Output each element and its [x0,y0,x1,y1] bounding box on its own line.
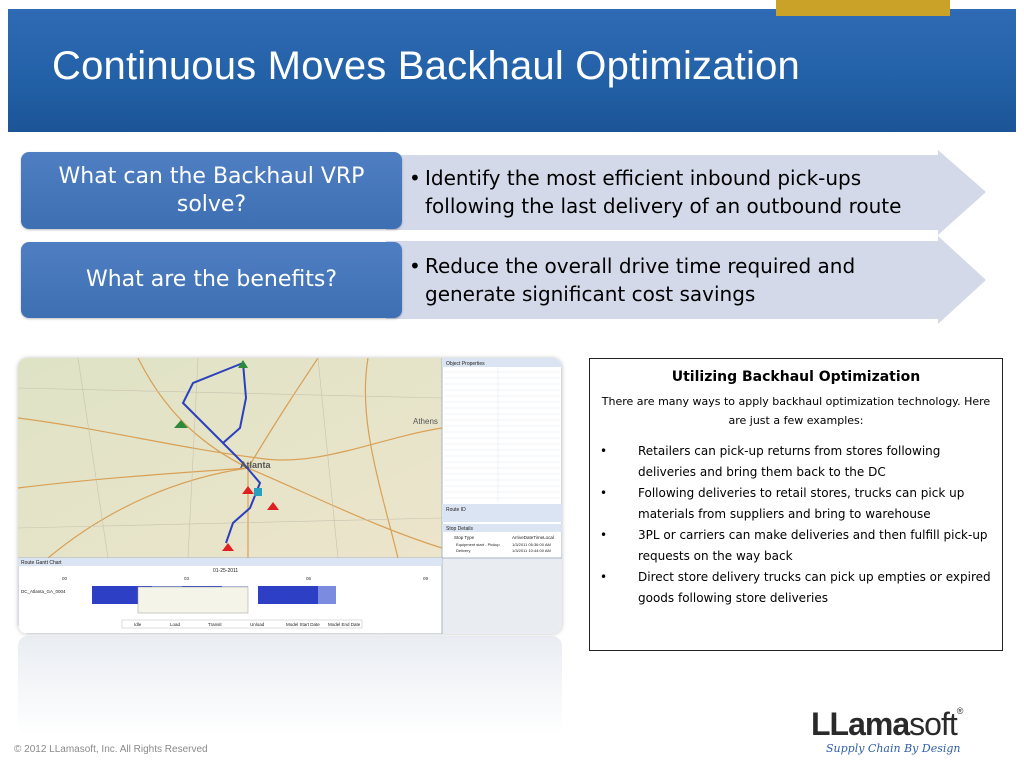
legend-model-end: Model End Date [328,622,361,627]
legend-model-start: Model Start Date [286,622,320,627]
dc-marker-icon[interactable] [254,488,262,496]
stop-row-type: Equipment start - Pickup [456,542,500,547]
gantt-tick: 03 [184,576,190,581]
gantt-date: 01-25-2011 [213,568,239,574]
answer-text-1: • Identify the most efficient inbound pick-ups following the last delivery of an outbound route [409,166,902,218]
list-item: • Following deliveries to retail stores, trucks can pick up materials from suppliers and bring to warehouse [600,486,965,521]
llamasoft-logo: LLamasoft® [811,706,963,742]
legend-load: Load [170,622,181,627]
list-item: • 3PL or carriers can make deliveries and then fulfill pick-up requests on the way back [600,528,988,563]
stop-row-arrive: 1/3/2011 10:44:00 AM [512,548,551,553]
screenshot-reflection [18,636,562,736]
gantt-tooltip [138,587,248,613]
gantt-title: Route Gantt Chart [21,560,62,566]
question-text-2: What are the benefits? [85,267,338,292]
map-label-athens: Athens [413,417,438,426]
legend-unload: Unload [250,622,265,627]
stop-col-arrive: ArriveDateTimeLocal [512,535,554,540]
gantt-tick: 00 [62,576,68,581]
question-text-1: What can the Backhaul VRP solve? [58,163,365,217]
gantt-tick: 09 [423,576,429,581]
app-screenshot [18,358,562,634]
card-heading: Utilizing Backhaul Optimization [671,369,921,385]
list-item: • Direct store delivery trucks can pick up empties or expired goods following store deliveries [600,570,991,605]
legend-idle: Idle [134,622,142,627]
question-box-2 [21,242,402,318]
stop-col-type: Stop Type [454,535,475,540]
list-item: • Retailers can pick-up returns from stores following deliveries and bring them back to the DC [600,444,941,479]
stop-details-label: Stop Details [446,526,473,532]
route-map-view [18,358,562,634]
slide-title: Continuous Moves Backhaul Optimization [52,44,800,88]
answer-bullet-1: • [409,166,421,190]
gantt-tick: 06 [306,576,312,581]
card-intro: There are many ways to apply backhaul optimization technology. Here are just a few examples: [601,395,991,427]
copyright-text: © 2012 LLamasoft, Inc. All Rights Reserved [14,744,208,755]
properties-panel-title: Object Properties [446,361,485,367]
logo-tagline: Supply Chain By Design [826,742,961,755]
answer-bullet-2: • [409,254,421,278]
info-card [589,358,1003,651]
card-list [598,441,994,609]
accent-bar [776,0,950,16]
answer-text-2: • Reduce the overall drive time required and generate significant cost savings [409,254,856,306]
legend-transit: Transit [208,622,222,627]
question-box-1 [21,152,402,229]
map-label-atlanta: Atlanta [240,460,271,470]
route-id-label: Route ID [446,507,466,513]
gantt-row-label: DC_Atlanta_GA_0004 [21,589,66,594]
stop-row-type: Delivery [456,548,471,553]
stop-row-arrive: 1/3/2011 05:36:00 AM [512,542,551,547]
